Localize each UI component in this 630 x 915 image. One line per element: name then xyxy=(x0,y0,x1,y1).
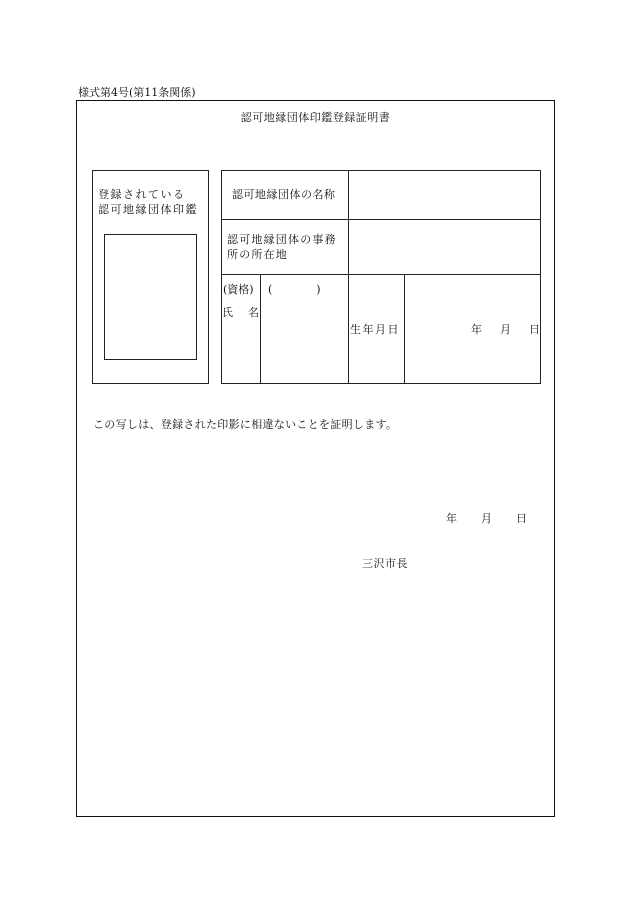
seal-caption-line-2: 認可地縁団体印鑑 xyxy=(98,203,198,216)
issue-year-unit: 年 xyxy=(446,512,457,525)
birthdate-label: 生年月日 xyxy=(350,323,400,336)
qualification-label: (資格) xyxy=(223,283,254,296)
office-address-label xyxy=(227,232,337,262)
organization-info-table xyxy=(221,170,541,384)
table-divider-row-1 xyxy=(222,219,540,220)
representative-name-label: 氏 名 xyxy=(222,306,261,319)
organization-name-label: 認可地縁団体の名称 xyxy=(232,188,336,201)
registered-seal-caption xyxy=(98,187,208,217)
seal-impression-area xyxy=(104,234,197,360)
table-divider-row-2 xyxy=(222,274,540,275)
issuer-title: 三沢市長 xyxy=(362,557,408,570)
office-address-label-line-2: 所の所在地 xyxy=(227,248,288,261)
form-number-label: 様式第4号(第11条関係) xyxy=(78,86,196,99)
table-divider-birthdate-col xyxy=(404,274,405,383)
birth-day-unit: 日 xyxy=(529,323,540,336)
document-title: 認可地縁団体印鑑登録証明書 xyxy=(240,111,391,124)
office-address-label-line-1: 認可地縁団体の事務 xyxy=(227,233,337,246)
birth-month-unit: 月 xyxy=(500,323,511,336)
certification-statement: この写しは、登録された印影に相違ないことを証明します。 xyxy=(93,418,398,431)
birth-year-unit: 年 xyxy=(471,323,482,336)
issue-day-unit: 日 xyxy=(516,512,527,525)
table-divider-qualification-col xyxy=(260,274,261,383)
seal-caption-line-1: 登録されている xyxy=(98,188,186,201)
table-divider-label-col xyxy=(348,171,349,383)
qualification-parentheses: ( ) xyxy=(268,283,321,296)
issue-month-unit: 月 xyxy=(481,512,492,525)
